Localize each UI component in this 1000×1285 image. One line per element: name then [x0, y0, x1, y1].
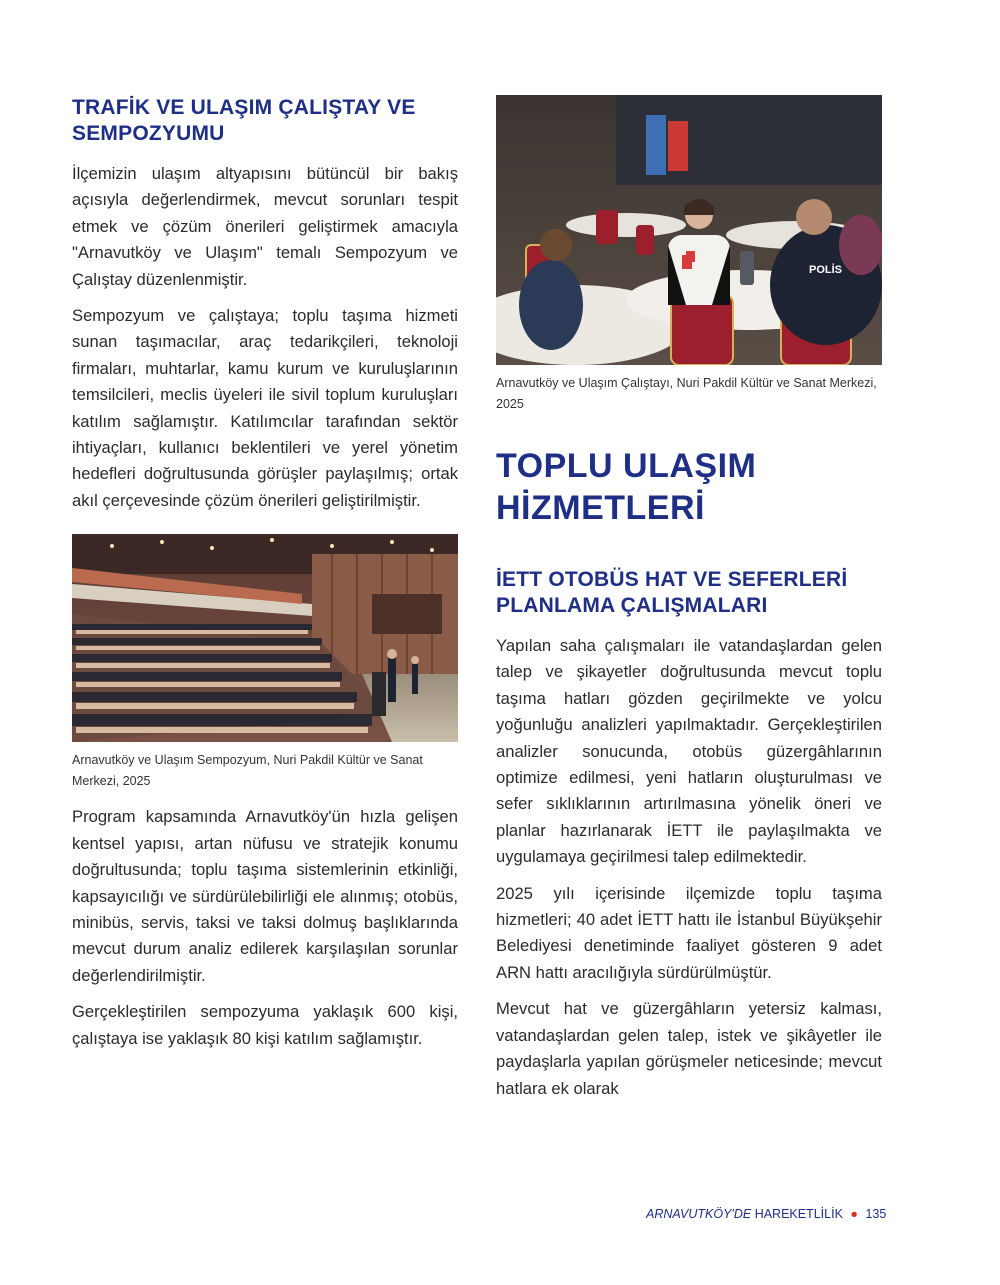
symposium-para-2: Sempozyum ve çalıştaya; toplu taşıma hizmeti sunan taşımacılar, araç tedarikçileri, teknoloji firmaları, muhtarlar, kamu kurum ve kuruluşlarının temsilcileri, meclis üyeleri ile sivil toplum kuruluşları katılım sağlamıştır. Katılımcılar tarafından sektör ihtiyaçları, kullanıcı beklentileri ve yerel yönetim hedefleri doğrultusunda görüşler paylaşılmış; ortak akıl çerçevesinde çözüm önerileri geliştirilmiştir.: [72, 306, 458, 510]
workshop-photo: [496, 95, 882, 365]
page-footer: [646, 1207, 886, 1221]
symposium-para-4: Gerçekleştirilen sempozyuma yaklaşık 600 kişi, çalıştaya ise yaklaşık 80 kişi katılım sağlamıştır.: [72, 1002, 458, 1048]
symposium-photo-caption: Arnavutköy ve Ulaşım Sempozyum, Nuri Pakdil Kültür ve Sanat Merkezi, 2025: [72, 753, 423, 789]
iett-para-2: 2025 yılı içerisinde ilçemizde toplu taşıma hizmetleri; 40 adet İETT hattı ile İstanbul Büyükşehir Belediyesi denetiminde faaliyet gösteren 9 adet ARN hattı aracılığıyla sürdürülmüştür.: [496, 883, 882, 982]
footer-book-title-2: HAREKETLİLİK: [754, 1207, 843, 1221]
left-column: [72, 95, 458, 1052]
symposium-para-3: Program kapsamında Arnavutköy'ün hızla gelişen kentsel yapısı, artan nüfusu ve stratejik konumu doğrultusunda; toplu taşıma sistemlerinin etkinliği, kapsayıcılığı ve sürdürülebilirliği ele alınmış; otobüs, minibüs, servis, taksi ve taksi dolmuş başlıklarında mevcut durum analiz edilerek karşılaşılan sorunlar değerlendirilmiştir.: [72, 807, 458, 985]
symposium-heading: TRAFİK VE ULAŞIM ÇALIŞTAY VE SEMPOZYUMU: [72, 96, 416, 145]
section-title: TOPLU ULAŞIM HİZMETLERİ: [496, 447, 757, 527]
symposium-photo: [72, 534, 458, 742]
right-column: [496, 95, 882, 1102]
page-number: 135: [865, 1207, 887, 1221]
iett-para-1: Yapılan saha çalışmaları ile vatandaşlardan gelen talep ve şikayetler doğrultusunda mevcut toplu taşıma hatları gözden geçirilmekte ve yolcu yoğunluğu analizleri yapılmaktadır. Gerçekleştirilen analizler sonucunda, otobüs güzergâhlarının optimize edilmesi, yeni hatların oluşturulması ve sefer sıklıklarının artırılmasına yönelik öneri ve planlar hazırlanarak İETT ile paylaşılmakta ve uygulamaya geçirilmesi talep edilmektedir.: [496, 636, 882, 867]
footer-book-title: ARNAVUTKÖY'DE: [646, 1207, 752, 1221]
iett-para-3: Mevcut hat ve güzergâhların yetersiz kalması, vatandaşlardan gelen talep, istek ve şikâyetler ile paydaşlarla yapılan görüşmeler neticesinde; mevcut hatlara ek olarak: [496, 999, 882, 1098]
iett-heading: İETT OTOBÜS HAT VE SEFERLERİ PLANLAMA ÇALIŞMALARI: [496, 568, 848, 617]
symposium-para-1: İlçemizin ulaşım altyapısını bütüncül bir bakış açısıyla değerlendirmek, mevcut sorunları tespit etmek ve çözüm önerileri geliştirmek amacıyla "Arnavutköy ve Ulaşım" temalı Sempozyum ve Çalıştay düzenlenmiştir.: [72, 164, 458, 289]
footer-dot-icon: ●: [850, 1207, 858, 1221]
police-label: POLİS: [809, 264, 843, 276]
workshop-photo-caption: Arnavutköy ve Ulaşım Çalıştayı, Nuri Pakdil Kültür ve Sanat Merkezi, 2025: [496, 376, 877, 411]
